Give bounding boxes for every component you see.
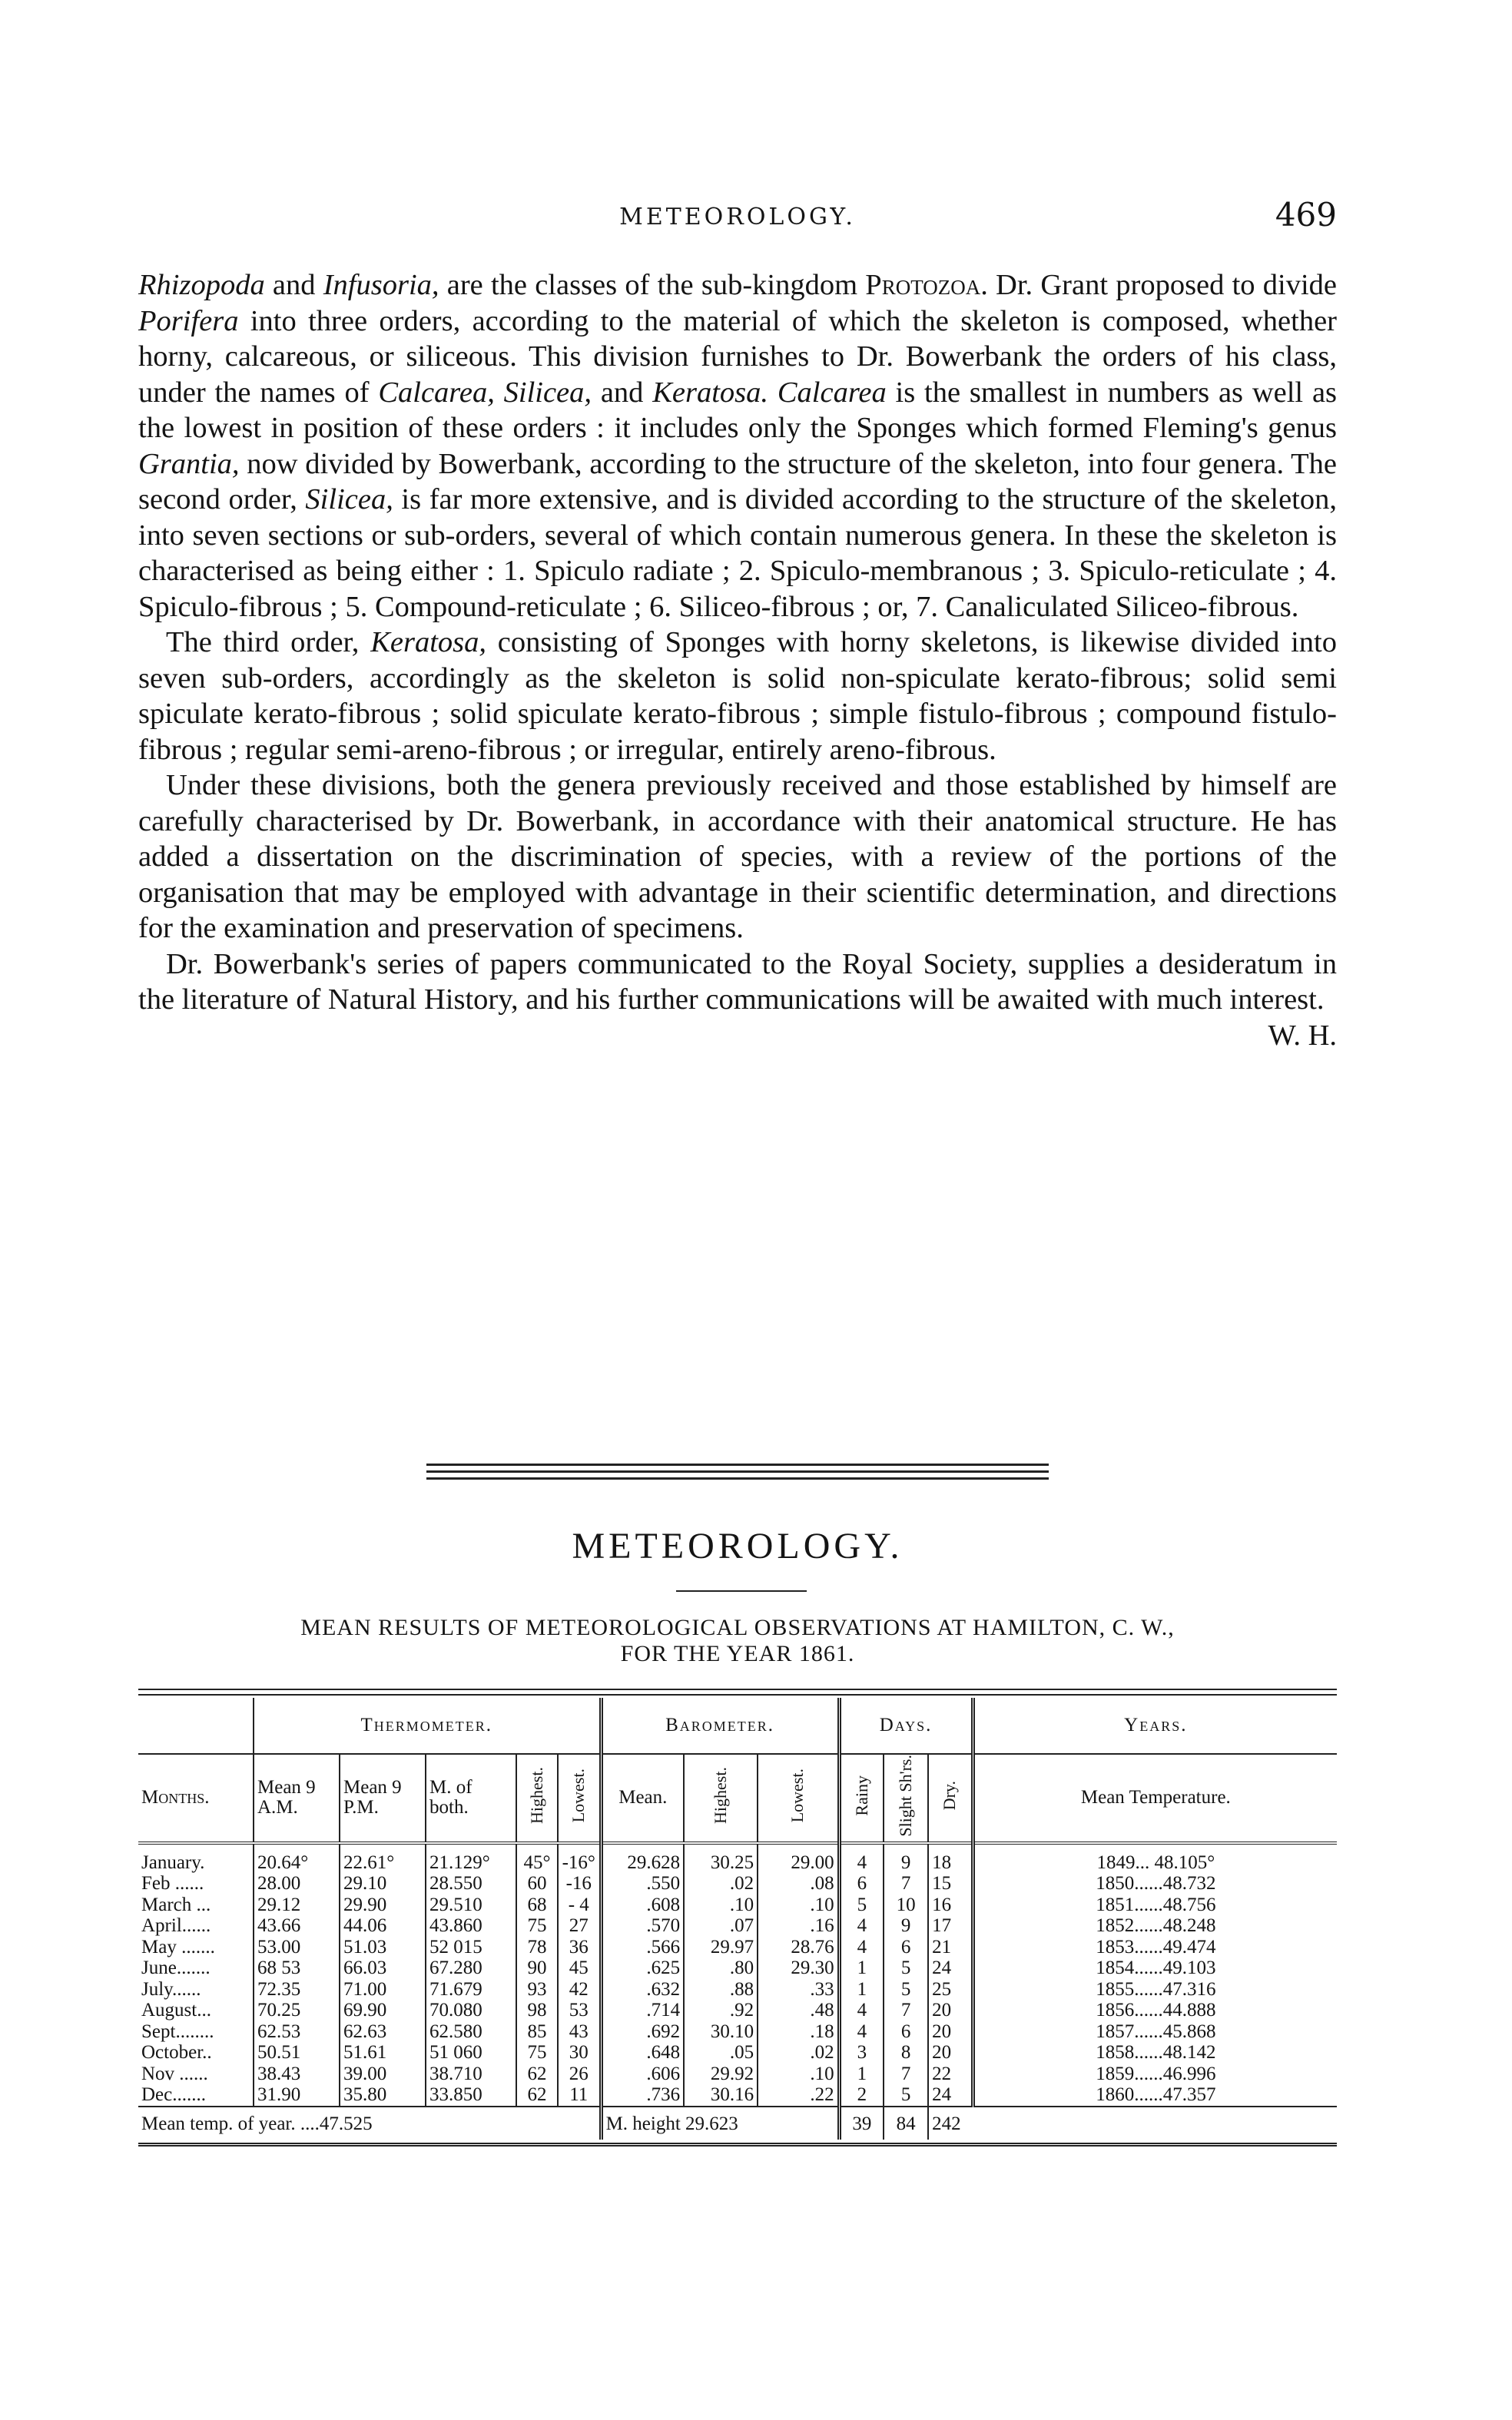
cell-hi: 78 (516, 1937, 558, 1958)
cell-bl: 28.76 (758, 1937, 839, 1958)
col-mean-9pm: Mean 9 P.M. (340, 1754, 426, 1843)
cell-lo: 11 (558, 2084, 601, 2107)
table-top-rule-1 (138, 1689, 1337, 1690)
text-run (768, 376, 778, 409)
cell-bm: .714 (601, 2000, 684, 2021)
cell-both: 52 015 (426, 1937, 516, 1958)
cell-pm: 69.90 (340, 2000, 426, 2021)
table-row (138, 1915, 1337, 1937)
cell-month: August... (141, 2000, 211, 2021)
cell-both: 67.280 (426, 1958, 516, 1979)
table-caption-line-1: MEAN RESULTS OF METEOROLOGICAL OBSERVATIONS AT HAMILTON, C. W., (300, 1615, 1175, 1640)
cell-dry: 20 (928, 2021, 973, 2043)
footer-mean-height: M. height 29.623 (601, 2107, 839, 2140)
cell-bm: .648 (601, 2042, 684, 2064)
table-row (138, 1873, 1337, 1895)
table-top-rule-2 (138, 1694, 1337, 1696)
cell-hi: 98 (516, 2000, 558, 2021)
cell-dry: 18 (928, 1843, 973, 1874)
text-run: Silicea, (305, 483, 393, 515)
cell-month: July...... (141, 1978, 201, 2000)
cell-month: Dec....... (141, 2084, 206, 2106)
cell-year: 1860......47.357 (973, 2084, 1337, 2107)
cell-dry: 17 (928, 1915, 973, 1937)
review-paragraph-4-text: Dr. Bowerbank's series of papers communicated to the Royal Society, supplies a desideratum in the literature of Natural History, and his further communications will be awaited with much interest. (138, 947, 1337, 1016)
running-head (138, 196, 1337, 242)
group-barometer: Barometer. (601, 1698, 839, 1754)
review-paragraph-1 (138, 267, 1337, 625)
cell-slight: 7 (884, 2000, 928, 2021)
col-days-dry (928, 1754, 973, 1843)
cell-slight: 5 (884, 1958, 928, 1979)
review-text (138, 267, 1337, 1053)
cell-am: 70.25 (254, 2000, 340, 2021)
divider-rule-bottom (426, 1477, 1049, 1480)
cell-am: 38.43 (254, 2064, 340, 2085)
col-thermo-highest-label: Highest. (527, 1767, 546, 1825)
cell-month: May ....... (141, 1936, 215, 1958)
cell-bh: 30.16 (684, 2084, 758, 2107)
cell-am: 53.00 (254, 1937, 340, 1958)
text-run: is the smallest in numbers as well as the lowest in position of these orders : it includes only the Sponges which formed Fleming's genus (138, 376, 1338, 444)
text-run: into three orders, according to the material of which the skeleton is composed, whether horny, calcareous, or siliceous. This division furnishes to Dr. Bowerbank the orders of his class, under the names of (138, 304, 1337, 409)
text-run: Keratosa, (370, 626, 487, 658)
cell-hi: 85 (516, 2021, 558, 2043)
cell-year: 1857......45.868 (973, 2021, 1337, 2043)
footer-dry-total: 242 (928, 2107, 973, 2140)
table-bottom-rule (138, 2143, 1337, 2147)
cell-rainy: 5 (839, 1895, 884, 1916)
cell-slight: 6 (884, 1937, 928, 1958)
cell-slight: 9 (884, 1915, 928, 1937)
cell-year: 1850......48.732 (973, 1873, 1337, 1895)
col-baro-mean: Mean. (601, 1754, 684, 1843)
cell-year: 1858......48.142 (973, 2042, 1337, 2064)
cell-bm: .692 (601, 2021, 684, 2043)
cell-rainy: 1 (839, 1958, 884, 1979)
cell-slight: 5 (884, 2084, 928, 2107)
cell-month: April...... (141, 1915, 211, 1937)
cell-bl: 29.30 (758, 1958, 839, 1979)
table-row (138, 2042, 1337, 2064)
cell-lo: 30 (558, 2042, 601, 2064)
col-mean-9am: Mean 9 A.M. (254, 1754, 340, 1843)
cell-bm: .550 (601, 1873, 684, 1895)
cell-am: 29.12 (254, 1895, 340, 1916)
cell-bh: 29.92 (684, 2064, 758, 2085)
table-row (138, 2064, 1337, 2085)
cell-bl: .08 (758, 1873, 839, 1895)
cell-lo: -16 (558, 1873, 601, 1895)
cell-month: January. (141, 1851, 205, 1873)
cell-dry: 21 (928, 1937, 973, 1958)
cell-am: 72.35 (254, 1979, 340, 2001)
text-run: The third order, (166, 626, 371, 658)
text-run: Calcarea (777, 376, 887, 409)
cell-rainy: 4 (839, 1915, 884, 1937)
text-run: Calcarea, Silicea, (378, 376, 592, 409)
cell-am: 50.51 (254, 2042, 340, 2064)
cell-am: 31.90 (254, 2084, 340, 2107)
cell-bm: .606 (601, 2064, 684, 2085)
cell-both: 21.129° (426, 1843, 516, 1874)
cell-bm: .632 (601, 1979, 684, 2001)
text-run: Keratosa. (652, 376, 769, 409)
cell-bl: .18 (758, 2021, 839, 2043)
col-days-dry-label: Dry. (940, 1781, 960, 1811)
cell-hi: 62 (516, 2084, 558, 2107)
table-column-header-row (138, 1754, 1337, 1843)
cell-both: 38.710 (426, 2064, 516, 2085)
cell-bh: .05 (684, 2042, 758, 2064)
cell-bh: .88 (684, 1979, 758, 2001)
cell-lo: 53 (558, 2000, 601, 2021)
cell-dry: 24 (928, 2084, 973, 2107)
cell-hi: 62 (516, 2064, 558, 2085)
text-run: and (592, 376, 653, 409)
text-run: Infusoria, (323, 269, 439, 301)
cell-both: 70.080 (426, 2000, 516, 2021)
cell-hi: 93 (516, 1979, 558, 2001)
cell-year: 1851......48.756 (973, 1895, 1337, 1916)
text-run: Protozoa. (865, 269, 988, 301)
col-baro-highest (684, 1754, 758, 1843)
cell-year: 1854......49.103 (973, 1958, 1337, 1979)
signature: W. H. (1268, 1019, 1337, 1052)
cell-bm: .570 (601, 1915, 684, 1937)
group-years: Years. (973, 1698, 1337, 1754)
cell-month: March ... (141, 1894, 211, 1915)
cell-bm: 29.628 (601, 1843, 684, 1874)
divider-rule-top (426, 1464, 1049, 1466)
col-baro-highest-label: Highest. (711, 1767, 731, 1825)
text-run: consisting of Sponges with horny skeletons, is likewise divided into seven sub-orders, accordingly as the skeleton is solid non-spiculate kerato-fibrous; solid semi spiculate kerato-fibrous ; solid spiculate kerato-fibrous ; simple fistulo-fibrous ; compound fistulo-fibrous ; regular semi-areno-fibrous ; or irregular, entirely areno-fibrous. (138, 626, 1338, 766)
cell-pm: 51.61 (340, 2042, 426, 2064)
meteorology-table (138, 1698, 1337, 2140)
cell-hi: 90 (516, 1958, 558, 1979)
cell-bl: .10 (758, 2064, 839, 2085)
table-row (138, 2000, 1337, 2021)
text-run: now divided by Bowerbank, according to the structure of the skeleton, into four genera. The second order, (138, 447, 1337, 515)
group-days: Days. (839, 1698, 973, 1754)
cell-pm: 71.00 (340, 1979, 426, 2001)
cell-hi: 75 (516, 1915, 558, 1937)
cell-hi: 45° (516, 1843, 558, 1874)
table-row (138, 1979, 1337, 2001)
cell-lo: - 4 (558, 1895, 601, 1916)
cell-bh: .02 (684, 1873, 758, 1895)
cell-pm: 35.80 (340, 2084, 426, 2107)
col-thermo-lowest-label: Lowest. (569, 1769, 589, 1823)
cell-lo: 42 (558, 1979, 601, 2001)
cell-lo: 45 (558, 1958, 601, 1979)
cell-year: 1853......49.474 (973, 1937, 1337, 1958)
cell-slight: 5 (884, 1979, 928, 2001)
cell-pm: 44.06 (340, 1915, 426, 1937)
col-days-rainy (839, 1754, 884, 1843)
cell-dry: 20 (928, 2000, 973, 2021)
cell-am: 62.53 (254, 2021, 340, 2043)
cell-bl: .48 (758, 2000, 839, 2021)
col-months: Months. (138, 1754, 254, 1843)
col-mean-both: M. of both. (426, 1754, 516, 1843)
cell-pm: 29.10 (340, 1873, 426, 1895)
cell-year: 1859......46.996 (973, 2064, 1337, 2085)
col-baro-lowest-label: Lowest. (788, 1769, 807, 1823)
footer-slight-total: 84 (884, 2107, 928, 2140)
col-thermo-highest (516, 1754, 558, 1843)
footer-years-blank (973, 2107, 1337, 2140)
cell-slight: 10 (884, 1895, 928, 1916)
cell-bm: .625 (601, 1958, 684, 1979)
meteorology-table-wrap (138, 1698, 1337, 2140)
table-footer-row (138, 2107, 1337, 2140)
cell-both: 71.679 (426, 1979, 516, 2001)
review-paragraph-4 (138, 946, 1337, 1052)
divider-rule-middle (426, 1470, 1049, 1473)
cell-month: Sept........ (141, 2021, 214, 2042)
table-row (138, 1843, 1337, 1874)
text-run: Rhizopoda (138, 269, 265, 301)
cell-am: 20.64° (254, 1843, 340, 1874)
table-body (138, 1843, 1337, 2107)
cell-am: 28.00 (254, 1873, 340, 1895)
cell-pm: 62.63 (340, 2021, 426, 2043)
text-run: are the classes of the sub-kingdom (439, 269, 866, 301)
review-paragraph-2 (138, 625, 1337, 767)
text-run: is far more extensive, and is divided according to the structure of the skeleton, into seven sections or sub-orders, several of which contain numerous genera. In these the skeleton is characterised as being either : 1. Spiculo radiate ; 2. Spiculo-membranous ; 3. Spiculo-reticulate ; 4. Spiculo-fibrous ; 5. Compound-reticulate ; 6. Siliceo-fibrous ; or, 7. Canaliculated Siliceo-fibrous. (138, 483, 1337, 623)
cell-both: 29.510 (426, 1895, 516, 1916)
cell-rainy: 6 (839, 1873, 884, 1895)
cell-am: 43.66 (254, 1915, 340, 1937)
cell-rainy: 1 (839, 2064, 884, 2085)
cell-slight: 7 (884, 2064, 928, 2085)
cell-dry: 22 (928, 2064, 973, 2085)
cell-bh: 30.25 (684, 1843, 758, 1874)
cell-pm: 39.00 (340, 2064, 426, 2085)
cell-both: 33.850 (426, 2084, 516, 2107)
cell-bh: .80 (684, 1958, 758, 1979)
cell-pm: 29.90 (340, 1895, 426, 1916)
table-row (138, 1895, 1337, 1916)
cell-lo: 43 (558, 2021, 601, 2043)
cell-rainy: 3 (839, 2042, 884, 2064)
cell-bh: .10 (684, 1895, 758, 1916)
cell-rainy: 4 (839, 2021, 884, 2043)
col-days-slight (884, 1754, 928, 1843)
text-run: Grantia, (138, 447, 240, 480)
cell-bm: .736 (601, 2084, 684, 2107)
table-row (138, 1958, 1337, 1979)
cell-slight: 6 (884, 2021, 928, 2043)
cell-rainy: 4 (839, 1843, 884, 1874)
table-caption-line-2: FOR THE YEAR 1861. (620, 1641, 855, 1666)
cell-month: June....... (141, 1958, 211, 1979)
cell-hi: 68 (516, 1895, 558, 1916)
text-run: Porifera (138, 304, 239, 337)
cell-slight: 7 (884, 1873, 928, 1895)
title-underline (676, 1590, 807, 1592)
cell-am: 68 53 (254, 1958, 340, 1979)
cell-both: 51 060 (426, 2042, 516, 2064)
cell-slight: 9 (884, 1843, 928, 1874)
cell-bl: .02 (758, 2042, 839, 2064)
cell-bl: .10 (758, 1895, 839, 1916)
cell-bl: .16 (758, 1915, 839, 1937)
cell-year: 1856......44.888 (973, 2000, 1337, 2021)
cell-bl: 29.00 (758, 1843, 839, 1874)
running-head-title: METEOROLOGY. (619, 204, 856, 230)
col-baro-lowest (758, 1754, 839, 1843)
text-run: Dr. Grant proposed to divide (987, 269, 1337, 301)
cell-month: October.. (141, 2042, 212, 2064)
cell-bl: .33 (758, 1979, 839, 2001)
col-days-slight-label: Slight Sh'rs. (896, 1755, 916, 1837)
group-thermometer: Thermometer. (254, 1698, 601, 1754)
cell-pm: 51.03 (340, 1937, 426, 1958)
cell-year: 1849... 48.105° (973, 1843, 1337, 1874)
cell-bm: .608 (601, 1895, 684, 1916)
cell-lo: -16° (558, 1843, 601, 1874)
cell-dry: 25 (928, 1979, 973, 2001)
cell-bh: .07 (684, 1915, 758, 1937)
section-title: METEOROLOGY. (572, 1526, 904, 1566)
cell-year: 1852......48.248 (973, 1915, 1337, 1937)
col-thermo-lowest (558, 1754, 601, 1843)
cell-pm: 66.03 (340, 1958, 426, 1979)
table-caption (138, 1615, 1337, 1667)
review-paragraph-3: Under these divisions, both the genera previously received and those established by himself are carefully characterised by Dr. Bowerbank, in accordance with their anatomical structure. He has added a dissertation on the discrimination of species, with a review of the portions of the organisation that may be employed with advantage in their scientific determination, and directions for the examination and preservation of specimens. (138, 769, 1337, 944)
cell-slight: 8 (884, 2042, 928, 2064)
page-number: 469 (1275, 196, 1337, 234)
cell-year: 1855......47.316 (973, 1979, 1337, 2001)
cell-rainy: 1 (839, 1979, 884, 2001)
table-row (138, 2021, 1337, 2043)
cell-rainy: 2 (839, 2084, 884, 2107)
group-months-blank (138, 1698, 254, 1754)
cell-bl: .22 (758, 2084, 839, 2107)
cell-bh: 29.97 (684, 1937, 758, 1958)
table-group-header-row (138, 1698, 1337, 1754)
cell-lo: 36 (558, 1937, 601, 1958)
footer-mean-temp: Mean temp. of year. ....47.525 (138, 2107, 601, 2140)
table-row (138, 1937, 1337, 1958)
cell-dry: 20 (928, 2042, 973, 2064)
cell-lo: 26 (558, 2064, 601, 2085)
cell-hi: 75 (516, 2042, 558, 2064)
cell-both: 62.580 (426, 2021, 516, 2043)
footer-rainy-total: 39 (839, 2107, 884, 2140)
cell-bm: .566 (601, 1937, 684, 1958)
cell-bh: .92 (684, 2000, 758, 2021)
col-mean-temperature: Mean Temperature. (973, 1754, 1337, 1843)
cell-dry: 16 (928, 1895, 973, 1916)
cell-both: 43.860 (426, 1915, 516, 1937)
cell-pm: 22.61° (340, 1843, 426, 1874)
cell-lo: 27 (558, 1915, 601, 1937)
cell-hi: 60 (516, 1873, 558, 1895)
cell-rainy: 4 (839, 1937, 884, 1958)
cell-month: Feb ...... (141, 1873, 204, 1895)
table-row (138, 2084, 1337, 2107)
cell-dry: 24 (928, 1958, 973, 1979)
cell-rainy: 4 (839, 2000, 884, 2021)
cell-dry: 15 (928, 1873, 973, 1895)
cell-both: 28.550 (426, 1873, 516, 1895)
text-run: and (264, 269, 323, 301)
cell-month: Nov ...... (141, 2063, 208, 2084)
col-days-rainy-label: Rainy (851, 1775, 871, 1816)
cell-bh: 30.10 (684, 2021, 758, 2043)
